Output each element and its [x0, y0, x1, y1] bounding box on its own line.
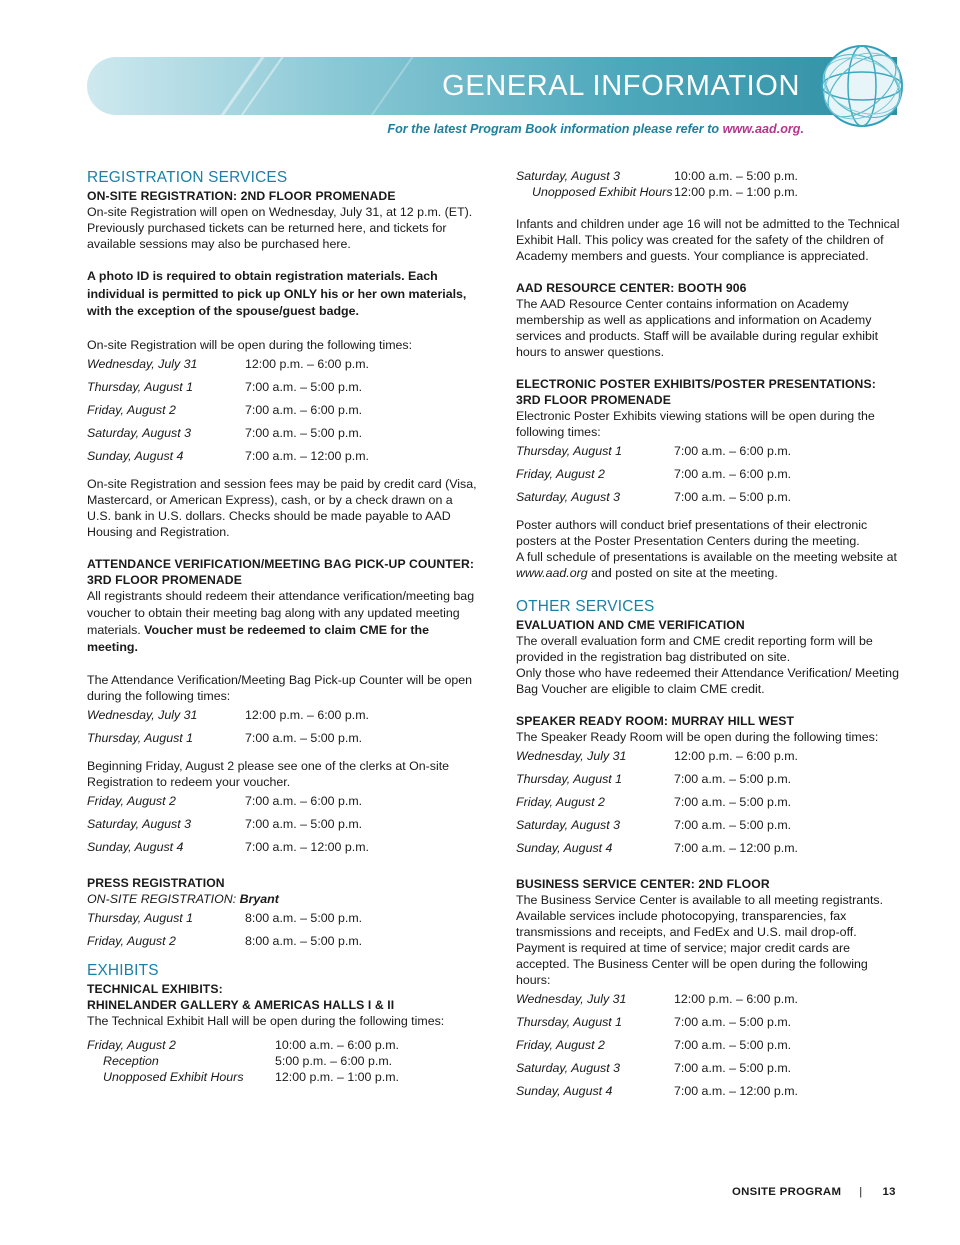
table-row: Sunday, August 4 7:00 a.m. – 12:00 p.m. [87, 839, 369, 854]
table-row: Thursday, August 1 7:00 a.m. – 5:00 p.m. [87, 379, 363, 394]
table-row: Friday, August 2 10:00 a.m. – 6:00 p.m. [87, 1037, 399, 1052]
evaluation-heading: EVALUATION AND CME VERIFICATION [516, 618, 745, 632]
attendance-heading: ATTENDANCE VERIFICATION/MEETING BAG PICK-UP COUNTER: 3RD FLOOR PROMENADE [87, 556, 475, 587]
table-row: Friday, August 2 7:00 a.m. – 5:00 p.m. [516, 1038, 792, 1052]
footer-separator: | [859, 1186, 863, 1198]
business-center-heading: BUSINESS SERVICE CENTER: 2ND FLOOR [516, 877, 770, 891]
table-row: Reception 5:00 p.m. – 6:00 p.m. [103, 1053, 393, 1068]
other-services-heading: OTHER SERVICES [516, 598, 655, 615]
registration-hours-intro: On-site Registration will be open during the following times: [87, 337, 413, 352]
speaker-ready-room-heading: SPEAKER READY ROOM: MURRAY HILL WEST [516, 714, 795, 728]
photo-id-notice: A photo ID is required to obtain registration materials. Each individual is permitted to pick up ONLY his or her own materials, with the exception of the spouse/guest badge. [87, 269, 467, 318]
table-row: Saturday, August 3 7:00 a.m. – 5:00 p.m. [516, 1061, 792, 1075]
table-row: Thursday, August 1 7:00 a.m. – 5:00 p.m. [87, 730, 363, 745]
poster-location: 3RD FLOOR PROMENADE [516, 393, 671, 407]
table-row: Wednesday, July 31 12:00 p.m. – 6:00 p.m. [87, 356, 369, 371]
poster-heading: ELECTRONIC POSTER EXHIBITS/POSTER PRESENTATIONS: [516, 377, 876, 391]
registration-services-heading: REGISTRATION SERVICES [87, 169, 288, 186]
exhibits-heading: EXHIBITS [87, 961, 159, 979]
table-row: Saturday, August 3 7:00 a.m. – 5:00 p.m. [87, 816, 363, 831]
poster-text: Electronic Poster Exhibits viewing stations will be open during the following times: [516, 409, 875, 439]
table-row: Unopposed Exhibit Hours 12:00 p.m. – 1:00 p.m. [103, 1069, 399, 1084]
press-location: ON-SITE REGISTRATION: Bryant [87, 891, 279, 906]
clerks-text: Beginning Friday, August 2 please see one of the clerks at On-site Registration to redeem your voucher. [87, 758, 450, 789]
table-row: Wednesday, July 31 12:00 p.m. – 6:00 p.m. [87, 707, 369, 722]
table-row: Saturday, August 3 7:00 a.m. – 5:00 p.m. [87, 425, 363, 440]
header-banner [87, 57, 897, 115]
technical-exhibits-text: The Technical Exhibit Hall will be open during the following times: [87, 1013, 445, 1028]
table-row: Wednesday, July 31 12:00 p.m. – 6:00 p.m. [516, 749, 798, 763]
aad-website-link[interactable]: www.aad.org. [722, 122, 804, 136]
right-column [516, 168, 900, 1103]
page-title: GENERAL INFORMATION [442, 70, 800, 102]
footer-label: ONSITE PROGRAM [732, 1186, 842, 1198]
business-hours-table [516, 988, 900, 1103]
meeting-website-link[interactable]: www.aad.org [516, 566, 588, 580]
table-row: Saturday, August 3 10:00 a.m. – 5:00 p.m. [516, 169, 798, 183]
table-row: Saturday, August 3 7:00 a.m. – 5:00 p.m. [516, 818, 792, 832]
payment-text: On-site Registration and session fees may be paid by credit card (Visa, Mastercard, or American Express), cash, or by a check drawn on a U.S. bank in U.S. dollars. Checks should be made payable to AAD Housing and Registration. [87, 476, 477, 539]
table-row: Thursday, August 1 8:00 a.m. – 5:00 p.m. [87, 910, 363, 925]
attendance-text: All registrants should redeem their attendance verification/meeting bag voucher to obtain their meeting bag along with any updated meeting materials. Voucher must be redeemed to claim CME for the meeting. [87, 588, 475, 654]
table-row: Thursday, August 1 7:00 a.m. – 6:00 p.m. [516, 444, 792, 458]
table-row: Sunday, August 4 7:00 a.m. – 12:00 p.m. [516, 841, 798, 855]
press-registration-heading: PRESS REGISTRATION [87, 875, 225, 890]
press-hours-table [87, 907, 479, 953]
resource-center-text: The AAD Resource Center contains information on Academy membership as well as applications and information on Academy services and products. Staff will be available during regular exhibit hours to answer questions. [516, 297, 879, 359]
business-center-text: The Business Service Center is available to all meeting registrants. Available services include photocopying, transparencies, fax transmissions and receipts, and FedEx and U.S. mail drop-off. Payment is required at time of service; major credit cards are accepted. The Business Center will be open during the following hours: [516, 893, 884, 987]
table-row: Friday, August 2 8:00 a.m. – 5:00 p.m. [87, 933, 363, 948]
page-footer [732, 1184, 896, 1200]
subline-text: For the latest Program Book information please refer to [387, 122, 723, 136]
technical-exhibits-heading: TECHNICAL EXHIBITS: [87, 981, 223, 996]
children-policy-text: Infants and children under age 16 will not be admitted to the Technical Exhibit Hall. This policy was created for the safety of the children of Academy members and guests. Your compliance is appreciated. [516, 217, 900, 263]
table-row: Friday, August 2 7:00 a.m. – 5:00 p.m. [516, 795, 792, 809]
table-row: Sunday, August 4 7:00 a.m. – 12:00 p.m. [516, 1084, 798, 1098]
table-row: Friday, August 2 7:00 a.m. – 6:00 p.m. [516, 467, 792, 481]
attendance-hours-table-2 [87, 790, 479, 859]
table-row: Friday, August 2 7:00 a.m. – 6:00 p.m. [87, 402, 363, 417]
table-row: Unopposed Exhibit Hours 12:00 p.m. – 1:00 p.m. [532, 185, 798, 199]
onsite-registration-text: On-site Registration will open on Wednesday, July 31, at 12 p.m. (ET). Previously purchased tickets can be returned here, and tickets for available sessions may also be purchased here. [87, 205, 473, 251]
speaker-hours-table [516, 745, 900, 860]
table-row: Friday, August 2 7:00 a.m. – 6:00 p.m. [87, 793, 363, 808]
poster-schedule-text: A full schedule of presentations is available on the meeting website at www.aad.org and posted on site at the meeting. [516, 550, 897, 580]
evaluation-text-2: Only those who have redeemed their Attendance Verification/ Meeting Bag Voucher are eligible to claim CME credit. [516, 666, 899, 696]
evaluation-text-1: The overall evaluation form and CME credit reporting form will be provided in the registration bag distributed on site. [516, 634, 873, 664]
table-row: Sunday, August 4 7:00 a.m. – 12:00 p.m. [87, 448, 369, 463]
header-subline [0, 121, 804, 137]
attendance-hours-intro: The Attendance Verification/Meeting Bag Pick-up Counter will be open during the following times: [87, 672, 473, 703]
poster-authors-text: Poster authors will conduct brief presentations of their electronic posters at the Poster Presentation Centers during the meeting. [516, 518, 868, 548]
speaker-ready-room-text: The Speaker Ready Room will be open during the following times: [516, 730, 879, 744]
registration-hours-table [87, 353, 479, 468]
table-row: Thursday, August 1 7:00 a.m. – 5:00 p.m. [516, 1015, 792, 1029]
table-row: Thursday, August 1 7:00 a.m. – 5:00 p.m. [516, 772, 792, 786]
onsite-registration-heading: ON-SITE REGISTRATION: 2ND FLOOR PROMENADE [87, 189, 396, 203]
table-row: Wednesday, July 31 12:00 p.m. – 6:00 p.m. [516, 992, 798, 1006]
exhibit-friday-table [87, 1037, 479, 1085]
technical-exhibits-location: RHINELANDER GALLERY & AMERICAS HALLS I & II [87, 997, 395, 1012]
attendance-hours-table [87, 704, 479, 750]
exhibit-saturday-table [516, 168, 900, 200]
left-column [87, 168, 479, 1085]
table-row: Saturday, August 3 7:00 a.m. – 5:00 p.m. [516, 490, 792, 504]
banner-streak [356, 57, 421, 115]
resource-center-heading: AAD RESOURCE CENTER: BOOTH 906 [516, 281, 747, 295]
poster-hours-table [516, 440, 900, 509]
page-number: 13 [882, 1186, 896, 1198]
globe-icon [818, 42, 906, 130]
